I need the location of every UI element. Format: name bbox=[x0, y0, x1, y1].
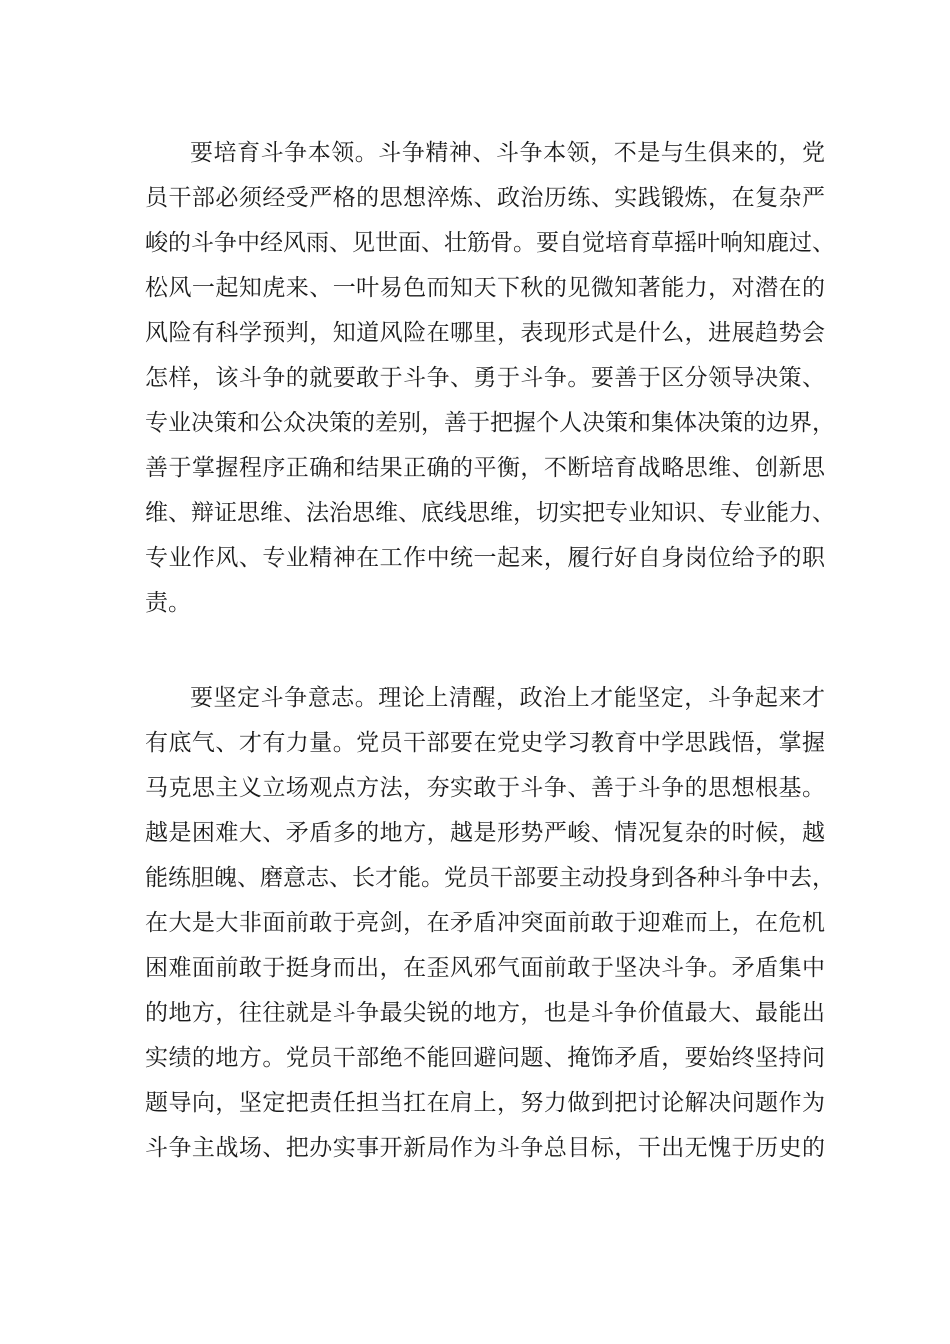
paragraph-2-line-7: 困难面前敢于挺身而出，在歪风邪气面前敢于坚决斗争。矛盾集中 bbox=[145, 955, 825, 981]
paragraph-1-line-5: 风险有科学预判，知道风险在哪里，表现形式是什么，进展趋势会 bbox=[145, 320, 825, 346]
paragraph-2-line-4: 越是困难大、矛盾多的地方，越是形势严峻、情况复杂的时候，越 bbox=[145, 820, 825, 846]
paragraph-2-line-8: 的地方，往往就是斗争最尖锐的地方，也是斗争价值最大、最能出 bbox=[145, 1000, 825, 1026]
paragraph-1-line-4: 松风一起知虎来、一叶易色而知天下秋的见微知著能力，对潜在的 bbox=[145, 275, 825, 301]
paragraph-1-line-8: 善于掌握程序正确和结果正确的平衡，不断培育战略思维、创新思 bbox=[145, 455, 825, 481]
paragraph-2-line-3: 马克思主义立场观点方法，夯实敢于斗争、善于斗争的思想根基。 bbox=[145, 775, 825, 801]
paragraph-2-line-9: 实绩的地方。党员干部绝不能回避问题、掩饰矛盾，要始终坚持问 bbox=[145, 1045, 825, 1071]
paragraph-1-line-11: 责。 bbox=[145, 590, 191, 616]
paragraph-2-line-1: 要坚定斗争意志。理论上清醒，政治上才能坚定，斗争起来才 bbox=[190, 685, 825, 711]
paragraph-1-line-1: 要培育斗争本领。斗争精神、斗争本领，不是与生俱来的，党 bbox=[190, 140, 825, 166]
paragraph-1-line-2: 员干部必须经受严格的思想淬炼、政治历练、实践锻炼，在复杂严 bbox=[145, 185, 825, 211]
paragraph-1-line-6: 怎样，该斗争的就要敢于斗争、勇于斗争。要善于区分领导决策、 bbox=[145, 365, 825, 391]
paragraph-2-line-11: 斗争主战场、把办实事开新局作为斗争总目标，干出无愧于历史的 bbox=[145, 1135, 825, 1161]
paragraph-2-line-5: 能练胆魄、磨意志、长才能。党员干部要主动投身到各种斗争中去， bbox=[145, 865, 835, 891]
paragraph-1-line-3: 峻的斗争中经风雨、见世面、壮筋骨。要自觉培育草摇叶响知鹿过、 bbox=[145, 230, 835, 256]
paragraph-1-line-7: 专业决策和公众决策的差别，善于把握个人决策和集体决策的边界， bbox=[145, 410, 835, 436]
paragraph-2-line-6: 在大是大非面前敢于亮剑，在矛盾冲突面前敢于迎难而上，在危机 bbox=[145, 910, 825, 936]
paragraph-2-line-2: 有底气、才有力量。党员干部要在党史学习教育中学思践悟，掌握 bbox=[145, 730, 825, 756]
paragraph-2-line-10: 题导向，坚定把责任担当扛在肩上，努力做到把讨论解决问题作为 bbox=[145, 1090, 825, 1116]
paragraph-1-line-10: 专业作风、专业精神在工作中统一起来，履行好自身岗位给予的职 bbox=[145, 545, 825, 571]
paragraph-1-line-9: 维、辩证思维、法治思维、底线思维，切实把专业知识、专业能力、 bbox=[145, 500, 835, 526]
